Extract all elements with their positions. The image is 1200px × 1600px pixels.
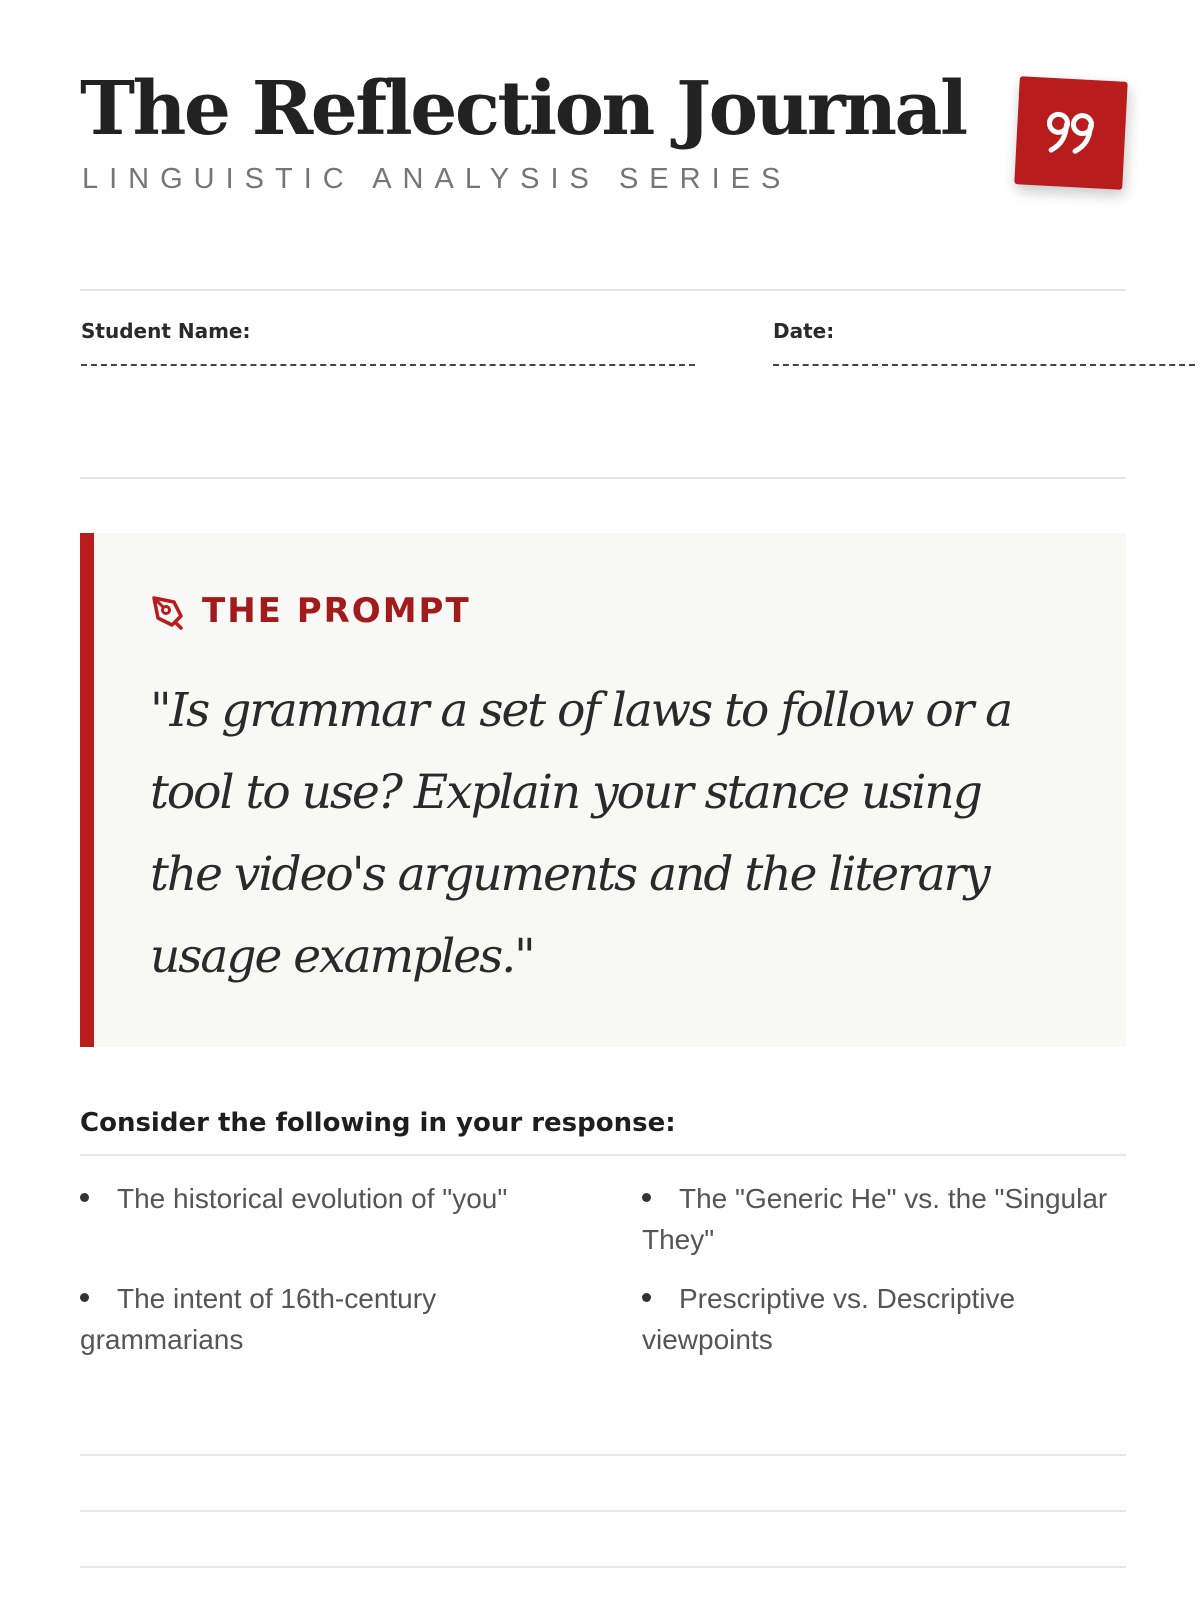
bullet-icon: [80, 1193, 89, 1202]
list-item: [642, 1178, 1112, 1260]
quote-icon: [1043, 108, 1099, 159]
student-name-label: Student Name:: [81, 319, 251, 343]
list-item-text: The intent of 16th-century grammarians: [80, 1283, 437, 1355]
bullet-icon: [642, 1293, 651, 1302]
bullet-icon: [80, 1293, 89, 1302]
list-item: [80, 1178, 550, 1219]
date-label: Date:: [773, 319, 835, 343]
prompt-header: [148, 592, 471, 630]
pen-nib-icon: [148, 592, 186, 630]
list-item: [80, 1278, 550, 1360]
list-item-text: The historical evolution of "you": [117, 1183, 508, 1214]
fields-divider: [80, 477, 1126, 479]
prompt-label: THE PROMPT: [202, 591, 471, 631]
writing-line[interactable]: [80, 1454, 1126, 1456]
page-subtitle: LINGUISTIC ANALYSIS SERIES: [82, 163, 792, 195]
writing-line[interactable]: [80, 1510, 1126, 1512]
prompt-quote: "Is grammar a set of laws to follow or a tool to use? Explain your stance using the video's arguments and the literary usage examples.": [150, 683, 1012, 984]
consider-heading: Consider the following in your response:: [80, 1108, 676, 1138]
list-item: [642, 1278, 1112, 1360]
list-item-text: Prescriptive vs. Descriptive viewpoints: [642, 1283, 1016, 1355]
student-name-field[interactable]: [81, 364, 695, 366]
date-field[interactable]: [773, 364, 1195, 366]
page-title: The Reflection Journal: [80, 66, 966, 152]
consider-divider: [80, 1154, 1126, 1156]
list-item-text: The "Generic He" vs. the "Singular They": [642, 1183, 1108, 1255]
quote-badge: [1014, 76, 1128, 190]
bullet-icon: [642, 1193, 651, 1202]
writing-line[interactable]: [80, 1566, 1126, 1568]
header-divider: [80, 289, 1126, 291]
